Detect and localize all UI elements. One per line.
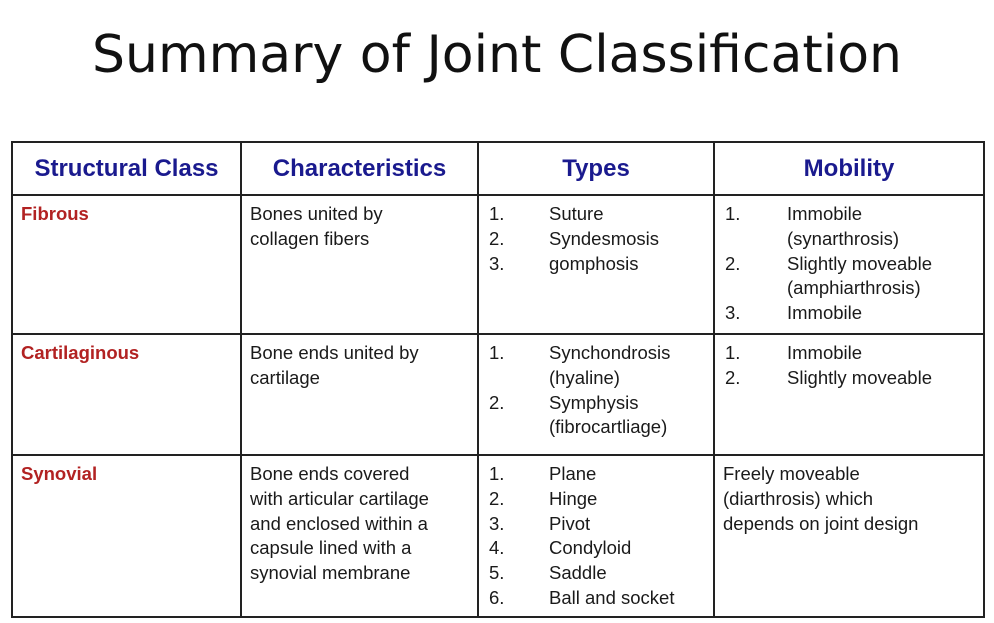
list-item-continuation: (hyaline) bbox=[549, 366, 620, 388]
characteristics-line: and enclosed within a bbox=[250, 512, 428, 534]
class-cell bbox=[12, 455, 241, 617]
mobility-line: depends on joint design bbox=[723, 512, 919, 534]
page-title: Summary of Joint Classification bbox=[91, 25, 902, 85]
class-cell bbox=[12, 195, 241, 334]
characteristics-line: with articular cartilage bbox=[250, 487, 429, 509]
list-item-continuation: (fibrocartliage) bbox=[549, 416, 668, 438]
list-item: Plane bbox=[549, 463, 597, 484]
list-item: Saddle bbox=[549, 562, 607, 584]
characteristics-line: Bone ends united by bbox=[250, 342, 419, 363]
mobility-list bbox=[723, 202, 975, 326]
list-item: Suture bbox=[549, 203, 604, 224]
list-number: 6. bbox=[489, 586, 505, 608]
list-item: Slightly moveable bbox=[787, 252, 932, 274]
table-row bbox=[12, 334, 984, 455]
types-cell bbox=[478, 195, 714, 334]
list-item: Synchondrosis bbox=[549, 342, 671, 363]
types-list bbox=[487, 462, 705, 611]
mobility-cell bbox=[714, 455, 984, 617]
class-cell bbox=[12, 334, 241, 455]
mobility-line: Freely moveable bbox=[723, 463, 860, 484]
joint-classification-table bbox=[11, 141, 985, 618]
types-list bbox=[487, 341, 705, 440]
list-number: 5. bbox=[489, 562, 505, 584]
table-row bbox=[12, 455, 984, 617]
header-types: Types bbox=[478, 142, 714, 195]
mobility-list bbox=[723, 341, 975, 391]
class-name: Fibrous bbox=[21, 203, 89, 224]
list-number: 2. bbox=[725, 252, 741, 274]
header-characteristics: Characteristics bbox=[241, 142, 478, 195]
list-number: 4. bbox=[489, 537, 505, 559]
characteristics-line: capsule lined with a bbox=[250, 537, 412, 559]
header-mobility: Mobility bbox=[714, 142, 984, 195]
characteristics-line: cartilage bbox=[250, 366, 320, 388]
list-item: Syndesmosis bbox=[549, 227, 660, 249]
class-name: Cartilaginous bbox=[21, 342, 140, 363]
list-number: 2. bbox=[725, 366, 741, 388]
list-item: Slightly moveable bbox=[787, 366, 932, 388]
characteristics-line: Bones united by bbox=[250, 203, 383, 224]
list-number: 1. bbox=[725, 203, 741, 224]
characteristics-line: collagen fibers bbox=[250, 227, 370, 249]
table-row bbox=[12, 195, 984, 334]
list-item: Immobile bbox=[787, 203, 863, 224]
list-item: gomphosis bbox=[549, 252, 639, 274]
mobility-line: (diarthrosis) which bbox=[723, 487, 874, 509]
table-header-row bbox=[12, 142, 984, 195]
characteristics-line: synovial membrane bbox=[250, 562, 411, 584]
list-number: 3. bbox=[489, 252, 505, 274]
header-structural-class: Structural Class bbox=[12, 142, 241, 195]
characteristics-cell bbox=[241, 334, 478, 455]
list-number: 1. bbox=[489, 342, 505, 363]
types-list bbox=[487, 202, 705, 276]
list-number: 2. bbox=[489, 487, 505, 509]
list-item: Hinge bbox=[549, 487, 598, 509]
list-number: 1. bbox=[489, 203, 505, 224]
list-item: Condyloid bbox=[549, 537, 632, 559]
list-number: 1. bbox=[489, 463, 505, 484]
list-number: 1. bbox=[725, 342, 741, 363]
mobility-cell bbox=[714, 195, 984, 334]
characteristics-line: Bone ends covered bbox=[250, 463, 410, 484]
list-number: 3. bbox=[725, 302, 741, 324]
list-item: Immobile bbox=[787, 302, 863, 324]
list-item: Pivot bbox=[549, 512, 591, 534]
list-number: 3. bbox=[489, 512, 505, 534]
class-name: Synovial bbox=[21, 463, 98, 484]
mobility-cell bbox=[714, 334, 984, 455]
types-cell bbox=[478, 334, 714, 455]
characteristics-cell bbox=[241, 455, 478, 617]
list-item-continuation: (synarthrosis) bbox=[787, 227, 900, 249]
list-number: 2. bbox=[489, 391, 505, 413]
list-number: 2. bbox=[489, 227, 505, 249]
list-item-continuation: (amphiarthrosis) bbox=[787, 277, 921, 299]
list-item: Symphysis bbox=[549, 391, 639, 413]
types-cell bbox=[478, 455, 714, 617]
list-item: Ball and socket bbox=[549, 586, 675, 608]
list-item: Immobile bbox=[787, 342, 863, 363]
characteristics-cell bbox=[241, 195, 478, 334]
